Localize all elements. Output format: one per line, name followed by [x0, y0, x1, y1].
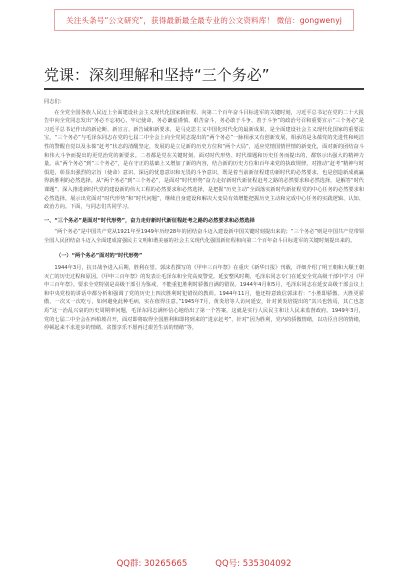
- intro-paragraph: 在全党全国各族人民迈上全面建设社会主义现代化国家新征程、向第二个百年奋斗目标进军的关键时刻，习近平总书记在党的二十大报告中向全党同志发出“务必不忘初心、牢记使命，务必谦虚谨慎、艰苦奋斗，务必敢于斗争、善于斗争”的政治号召和重要宣示“三个务必”是习近平总书记作出的新论断、新宣言、新告诫和新要求，是马克思主义中国化时代化的最新成果，是全面建设社会主义现代化国家的重要法宝。“三个务必”与毛泽东同志在党的七届二中全会上向全党同志提出的“两个务必”一脉相承又有创新发展，相承的是永葆党的先进性和纯洁性的警醒自觉以及永葆“赶考”状态的清醒坚定，发展的是立足新的历史方位和“两个大局”，适应党情国情世情的新变化，面对新的团结奋斗和伟大斗争而提出的更党治党的新要求。二者都是党在关键时刻、面对时代形势、时代课题和历史任务而提出的，都察示出强大的精神力量。从“两个务必”到“三个务必”，是在守正的基础上又增加了新的内容，结合新的历史方位和百年来党的执政规律，对推动“赶考”精神与时俱进，彰显出强烈的宗旨（使命）意识、深远的忧患意识和无畏的斗争意识，既是着当前新征程建功新时代的必然要求，也是创造新成就赢得新胜利的必然选择。从“两个务必”到“三个务必”，是面对“时代形势”奋力走好新时代新征程赶考之路的必然要求和必然选择，是解答“时代课题”、深入推进新时代党的建设新的伟大工程的必然要求和必然选择，是把握“历史主动”全面落实新时代新征程党的中心任务的必然要求和必然选择。展示出党面对“时代形势”和“时代问题”，继续自身建设和解决大变局有效增能把握历史主动和完成中心任务的实践逻辑、认知、政治方向。下面，与同志们共同学习。: [44, 109, 364, 211]
- title-divider: [44, 88, 364, 90]
- promo-banner-text: 关注头条号“公文研究”，获得最新最全最专业的公文资料库！ 微信：gongwenyj: [66, 15, 342, 25]
- footer-contact: [0, 557, 408, 569]
- footer-qq-number: QQ号: 535304092: [215, 559, 292, 569]
- document-body: [44, 98, 364, 335]
- document-title: 党课：深刻理解和坚持“三个务必”: [44, 66, 270, 84]
- footer-qq-group: QQ群: 30265665: [116, 559, 188, 569]
- section-paragraph: “两个务必”是中国共产党从1921年至1949年历经28年的团结奋斗迈入建设新中国关键时刻提出来的；“三个务必”则是中国共产党带领全国人民团结奋斗迈入全面建成富强民主文明和谐美丽的社会主义现代化强国新征程和向第二个百年奋斗目标进军的关键时刻提出来的。: [44, 229, 364, 244]
- section-heading: 一、“三个务必”是面对“时代形势”，奋力走好新时代新征程赶考之路的必然要求和必然选择: [44, 217, 255, 224]
- salutation: 同志们：: [44, 99, 65, 105]
- promo-banner: [54, 9, 354, 31]
- subsection-paragraph: 1944年3月，抗日战争进入后期，胜利在望。郭沫若撰写的《甲申三百年祭》在重庆《新华日报》刊载，详细介绍了明王朝和大顺王朝灭亡的历史过程和原因。《甲申三百年祭》的发表让毛泽东和全党高度警觉。延安整风时期，毛泽东同志专门在延安全党高级干部中学习《甲申三百年祭》。要求全党特别是高级干部引为鉴戒，不能重犯胜利时骄傲自满的错误。1944年4月和5月，毛泽东同志在延安高级干部会议上和中央党校的讲话中都分析和强调了党的历史上四次胜利时犯错误的教训。1944年11月，他还特意致信郭沫若：“小胜即骄傲、大胜更骄傲，一次又一次吃亏，如何避免此种毛病，实在值得注意。”1945年7月，黄炎培等人访问延安，针对黄炎培提出的“其兴也勃焉，其亡也忽焉”这一治乱兴衰的历史周期率问题，毛泽东同志满怀信心地给出了第一个答案，这就是实行人民民主和让人民来监督政府。1949年3月，党的七届二中全会在西柏坡召开，面对即将取得全国胜利和即将到来的“进京赶考”，针对“因为胜利，党内的骄傲情绪，以功臣自居的情绪，停顿起来不求进步的情绪，贪图享乐不愿再过艰苦生活的情绪”等，: [44, 265, 364, 332]
- subsection-heading: （一）“两个务必”面对的“时代形势”: [56, 252, 143, 259]
